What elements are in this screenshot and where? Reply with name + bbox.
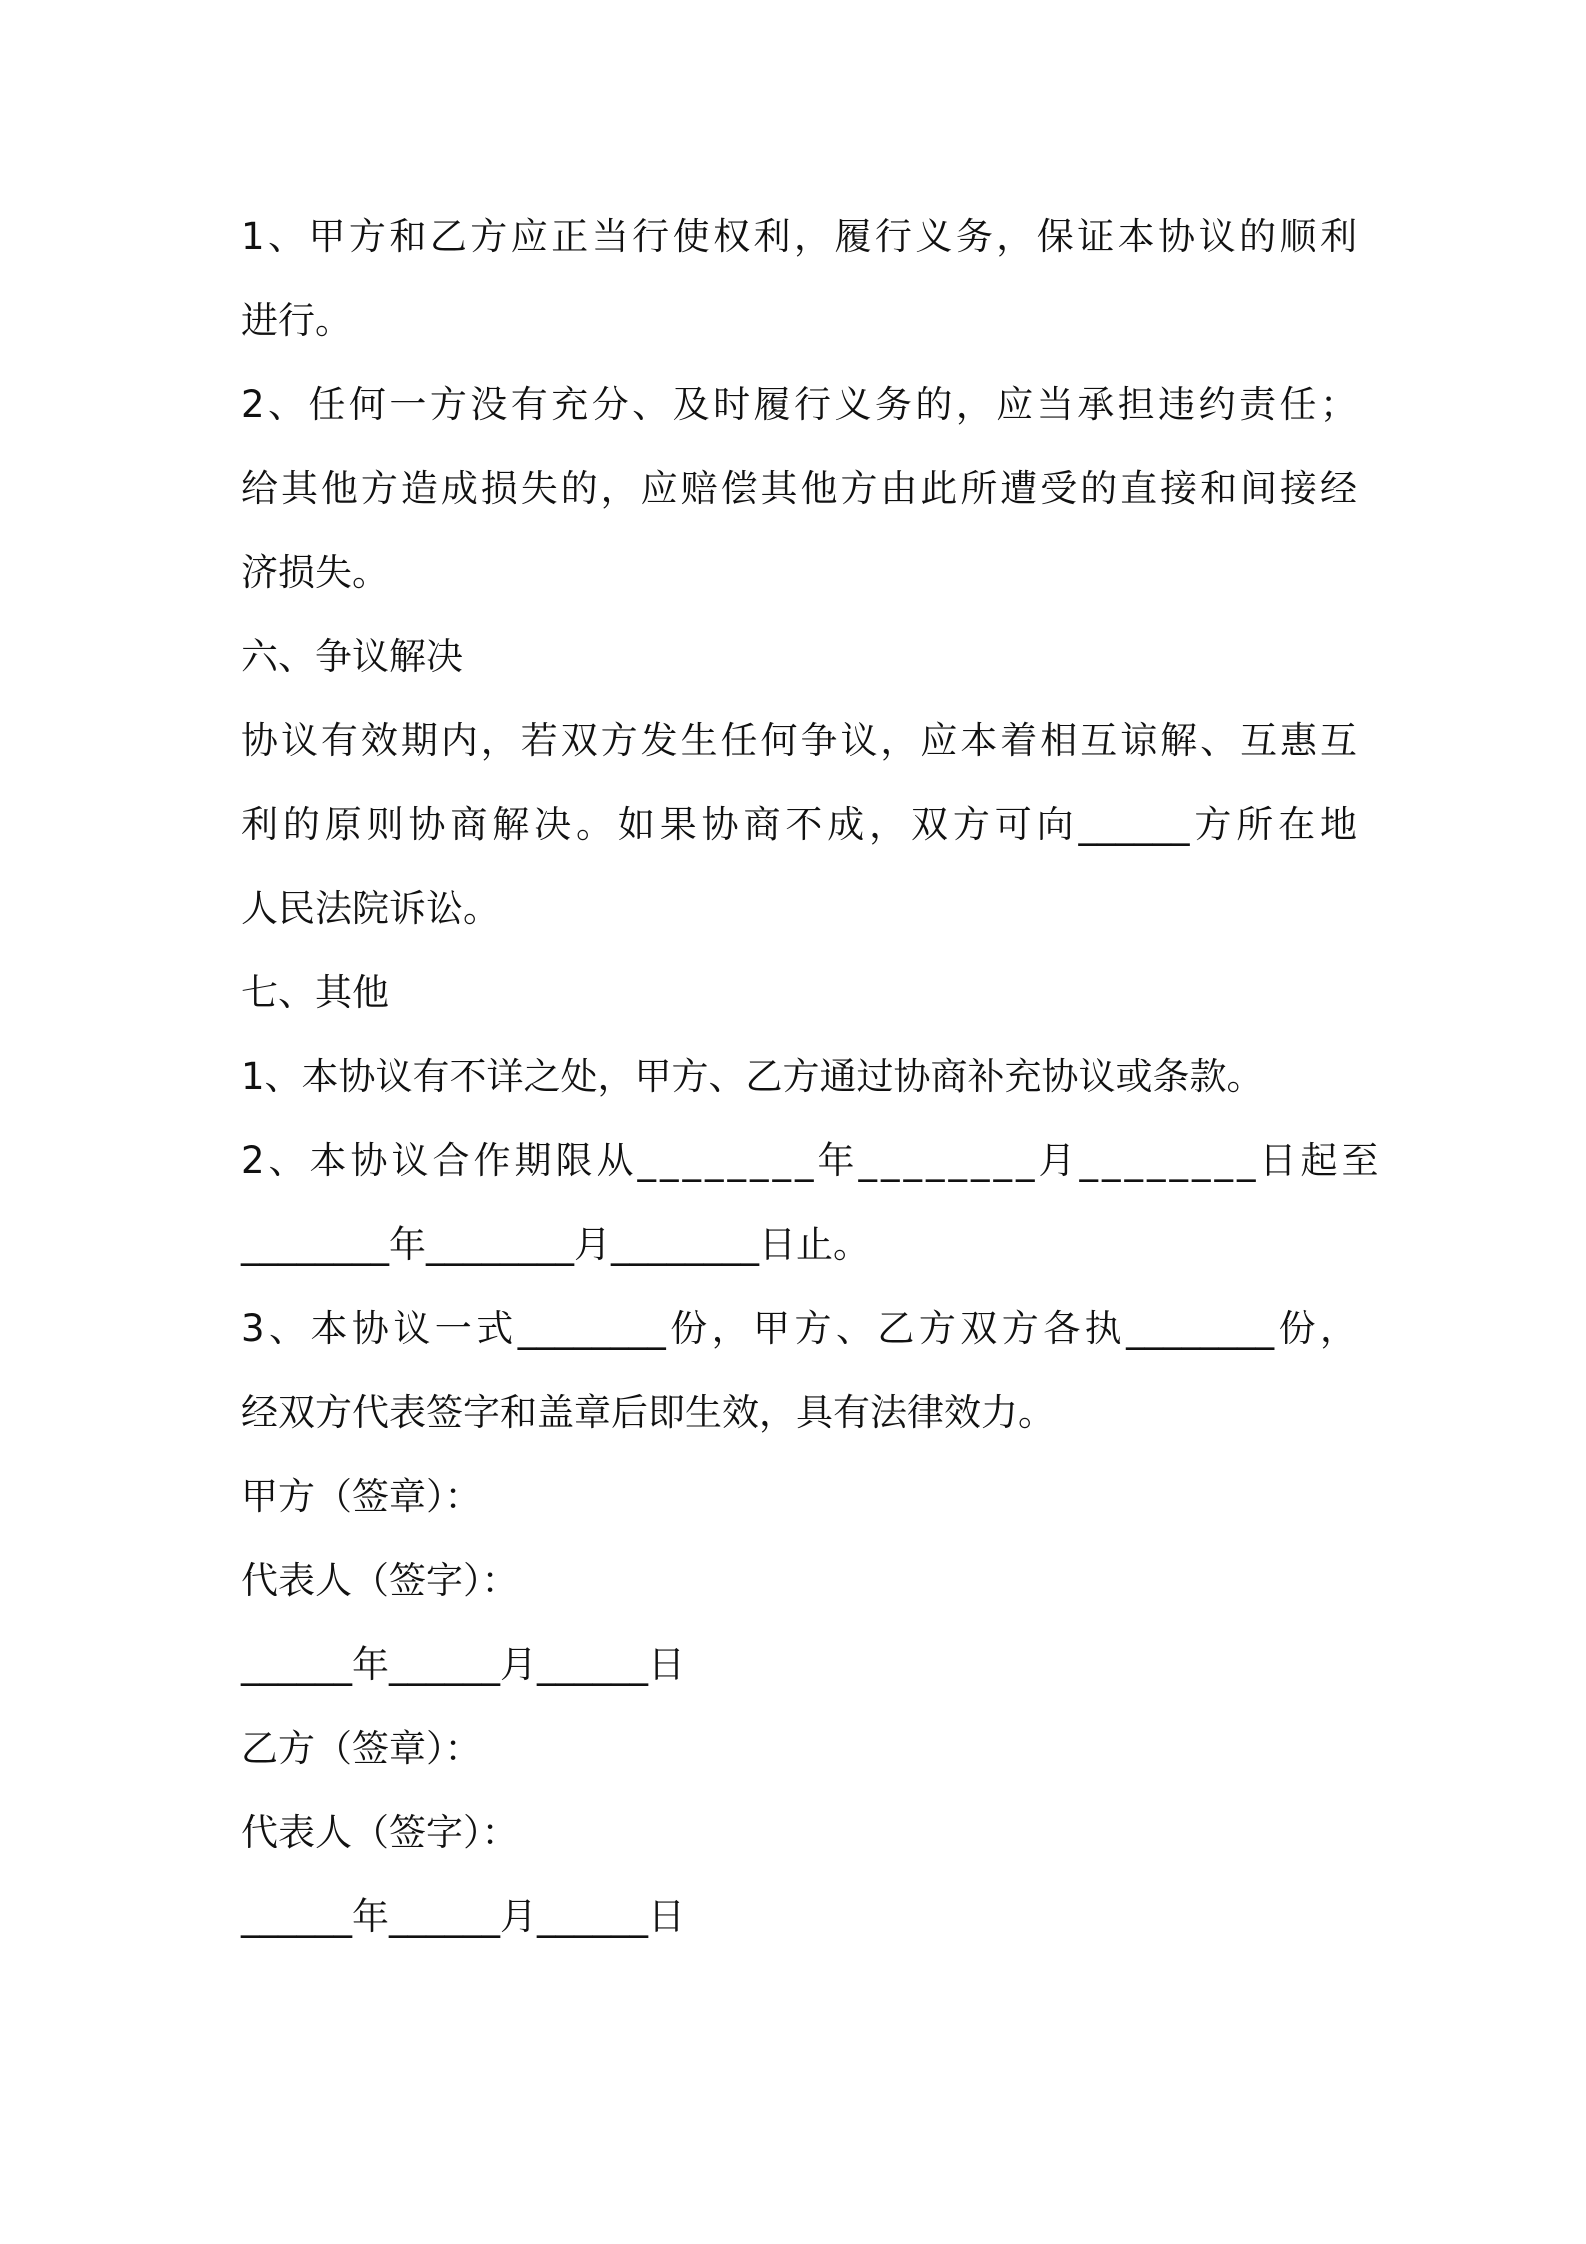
clause-5-item-1-line-1: 1、甲方和乙方应正当行使权利，履行义务，保证本协议的顺利 (241, 215, 1357, 258)
clause-7-item-2-line-1: 2、本协议合作期限从________年________月________日起至 (241, 1139, 1383, 1182)
party-a-representative-label: 代表人（签字）： (241, 1559, 519, 1602)
dispute-paragraph-line-2: 利的原则协商解决。如果协商不成，双方可向______方所在地 (241, 803, 1357, 846)
clause-5-item-1-line-2: 进行。 (241, 299, 352, 342)
clause-5-item-2-line-1: 2、任何一方没有充分、及时履行义务的，应当承担违约责任； (241, 383, 1357, 426)
party-a-seal-label: 甲方（签章）： (241, 1475, 482, 1518)
clause-7-item-1: 1、本协议有不详之处，甲方、乙方通过协商补充协议或条款。 (241, 1055, 1264, 1098)
party-b-seal-label: 乙方（签章）： (241, 1727, 482, 1770)
clause-5-item-2-line-2: 给其他方造成损失的，应赔偿其他方由此所遭受的直接和间接经 (241, 467, 1357, 510)
dispute-paragraph-line-1: 协议有效期内，若双方发生任何争议，应本着相互谅解、互惠互 (241, 719, 1357, 762)
clause-7-item-3-line-1: 3、本协议一式________份，甲方、乙方双方各执________份， (241, 1307, 1357, 1350)
clause-5-item-2-line-3: 济损失。 (241, 551, 389, 594)
party-b-date-line: ______年______月______日 (241, 1895, 685, 1938)
section-heading-other: 七、其他 (241, 971, 389, 1014)
document-body (241, 195, 1383, 1959)
party-b-representative-label: 代表人（签字）： (241, 1811, 519, 1854)
dispute-paragraph-line-3: 人民法院诉讼。 (241, 887, 500, 930)
section-heading-dispute-resolution: 六、争议解决 (241, 635, 463, 678)
party-a-date-line: ______年______月______日 (241, 1643, 685, 1686)
clause-7-item-2-line-2: ________年________月________日止。 (241, 1223, 870, 1266)
clause-7-item-3-line-2: 经双方代表签字和盖章后即生效，具有法律效力。 (241, 1391, 1055, 1434)
